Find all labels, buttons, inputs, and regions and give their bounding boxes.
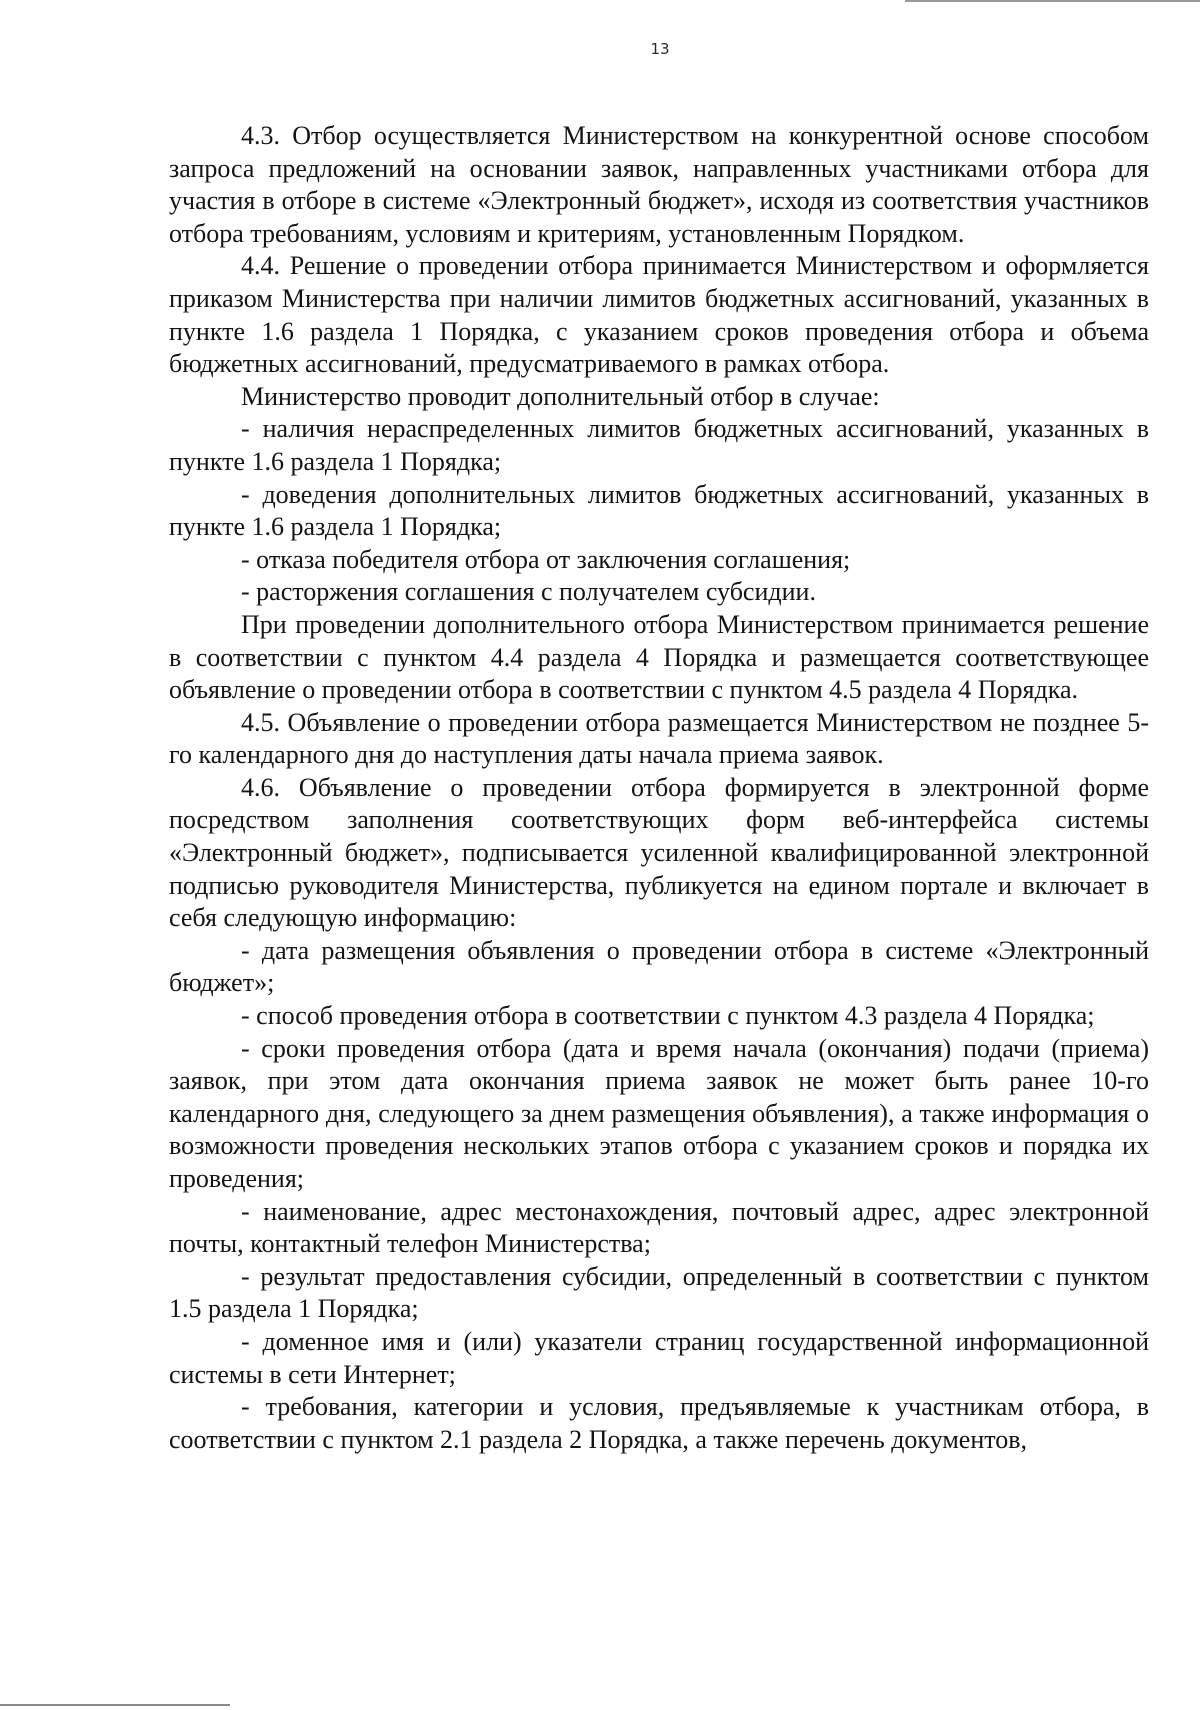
- list-item-selection-method: - способ проведения отбора в соответствии с пунктом 4.3 раздела 4 Порядка;: [241, 1001, 1095, 1031]
- list-item-agreement-termination: - расторжения соглашения с получателем субсидии.: [241, 577, 816, 607]
- list-item-winner-refusal: - отказа победителя отбора от заключения соглашения;: [241, 544, 851, 574]
- document-body: [169, 120, 1149, 1456]
- scan-edge-top: [905, 0, 1200, 2]
- list-item-participant-requirements: - требования, категории и условия, предъявляемые к участникам отбора, в соответствии с пунктом 2.1 раздела 2 Порядка, а также перечень документов,: [169, 1392, 1149, 1454]
- scan-edge-bottom: [0, 1704, 230, 1706]
- list-item-selection-terms: - сроки проведения отбора (дата и время начала (окончания) подачи (приема) заявок, при этом дата окончания приема заявок не может быть ранее 10-го календарного дня, следующего за днем размещения объявления), а также информация о возможности проведения нескольких этапов отбора с указанием сроков и порядка их проведения;: [169, 1033, 1149, 1193]
- paragraph-additional-selection-intro: Министерство проводит дополнительный отбор в случае:: [241, 381, 880, 411]
- paragraph-4-3: 4.3. Отбор осуществляется Министерством на конкурентной основе способом запроса предложений на основании заявок, направленных участниками отбора для участия в отборе в системе «Электронный бюджет», исходя из соответствия участников отбора требованиям, условиям и критериям, установленным Порядком.: [169, 121, 1149, 248]
- paragraph-4-6: 4.6. Объявление о проведении отбора формируется в электронной форме посредством заполнения соответствующих форм веб-интерфейса системы «Электронный бюджет», подписывается усиленной квалифицированной электронной подписью руководителя Министерства, публикуется на едином портале и включает в себя следующую информацию:: [169, 772, 1149, 933]
- list-item-subsidy-result: - результат предоставления субсидии, определенный в соответствии с пунктом 1.5 раздела 1 Порядка;: [169, 1261, 1149, 1324]
- list-item-announcement-date: - дата размещения объявления о проведении отбора в системе «Электронный бюджет»;: [169, 935, 1149, 998]
- list-item-undistributed-limits: - наличия нераспределенных лимитов бюджетных ассигнований, указанных в пункте 1.6 раздела 1 Порядка;: [169, 414, 1149, 476]
- list-item-ministry-contacts: - наименование, адрес местонахождения, почтовый адрес, адрес электронной почты, контактный телефон Министерства;: [169, 1196, 1149, 1259]
- paragraph-4-4: 4.4. Решение о проведении отбора принимается Министерством и оформляется приказом Министерства при наличии лимитов бюджетных ассигнований, указанных в пункте 1.6 раздела 1 Порядка, с указанием сроков проведения отбора и объема бюджетных ассигнований, предусматриваемого в рамках отбора.: [169, 251, 1149, 379]
- paragraph-additional-selection-decision: При проведении дополнительного отбора Министерством принимается решение в соответствии с пунктом 4.4 раздела 4 Порядка и размещается соответствующее объявление о проведении отбора в соответствии с пунктом 4.5 раздела 4 Порядка.: [169, 609, 1149, 705]
- list-item-domain-name: - доменное имя и (или) указатели страниц государственной информационной системы в сети Интернет;: [169, 1326, 1149, 1389]
- list-item-additional-limits: - доведения дополнительных лимитов бюджетных ассигнований, указанных в пункте 1.6 раздела 1 Порядка;: [169, 479, 1149, 542]
- paragraph-4-5: 4.5. Объявление о проведении отбора размещается Министерством не позднее 5-го календарного дня до наступления даты начала приема заявок.: [169, 707, 1149, 770]
- page-number: 13: [650, 40, 670, 58]
